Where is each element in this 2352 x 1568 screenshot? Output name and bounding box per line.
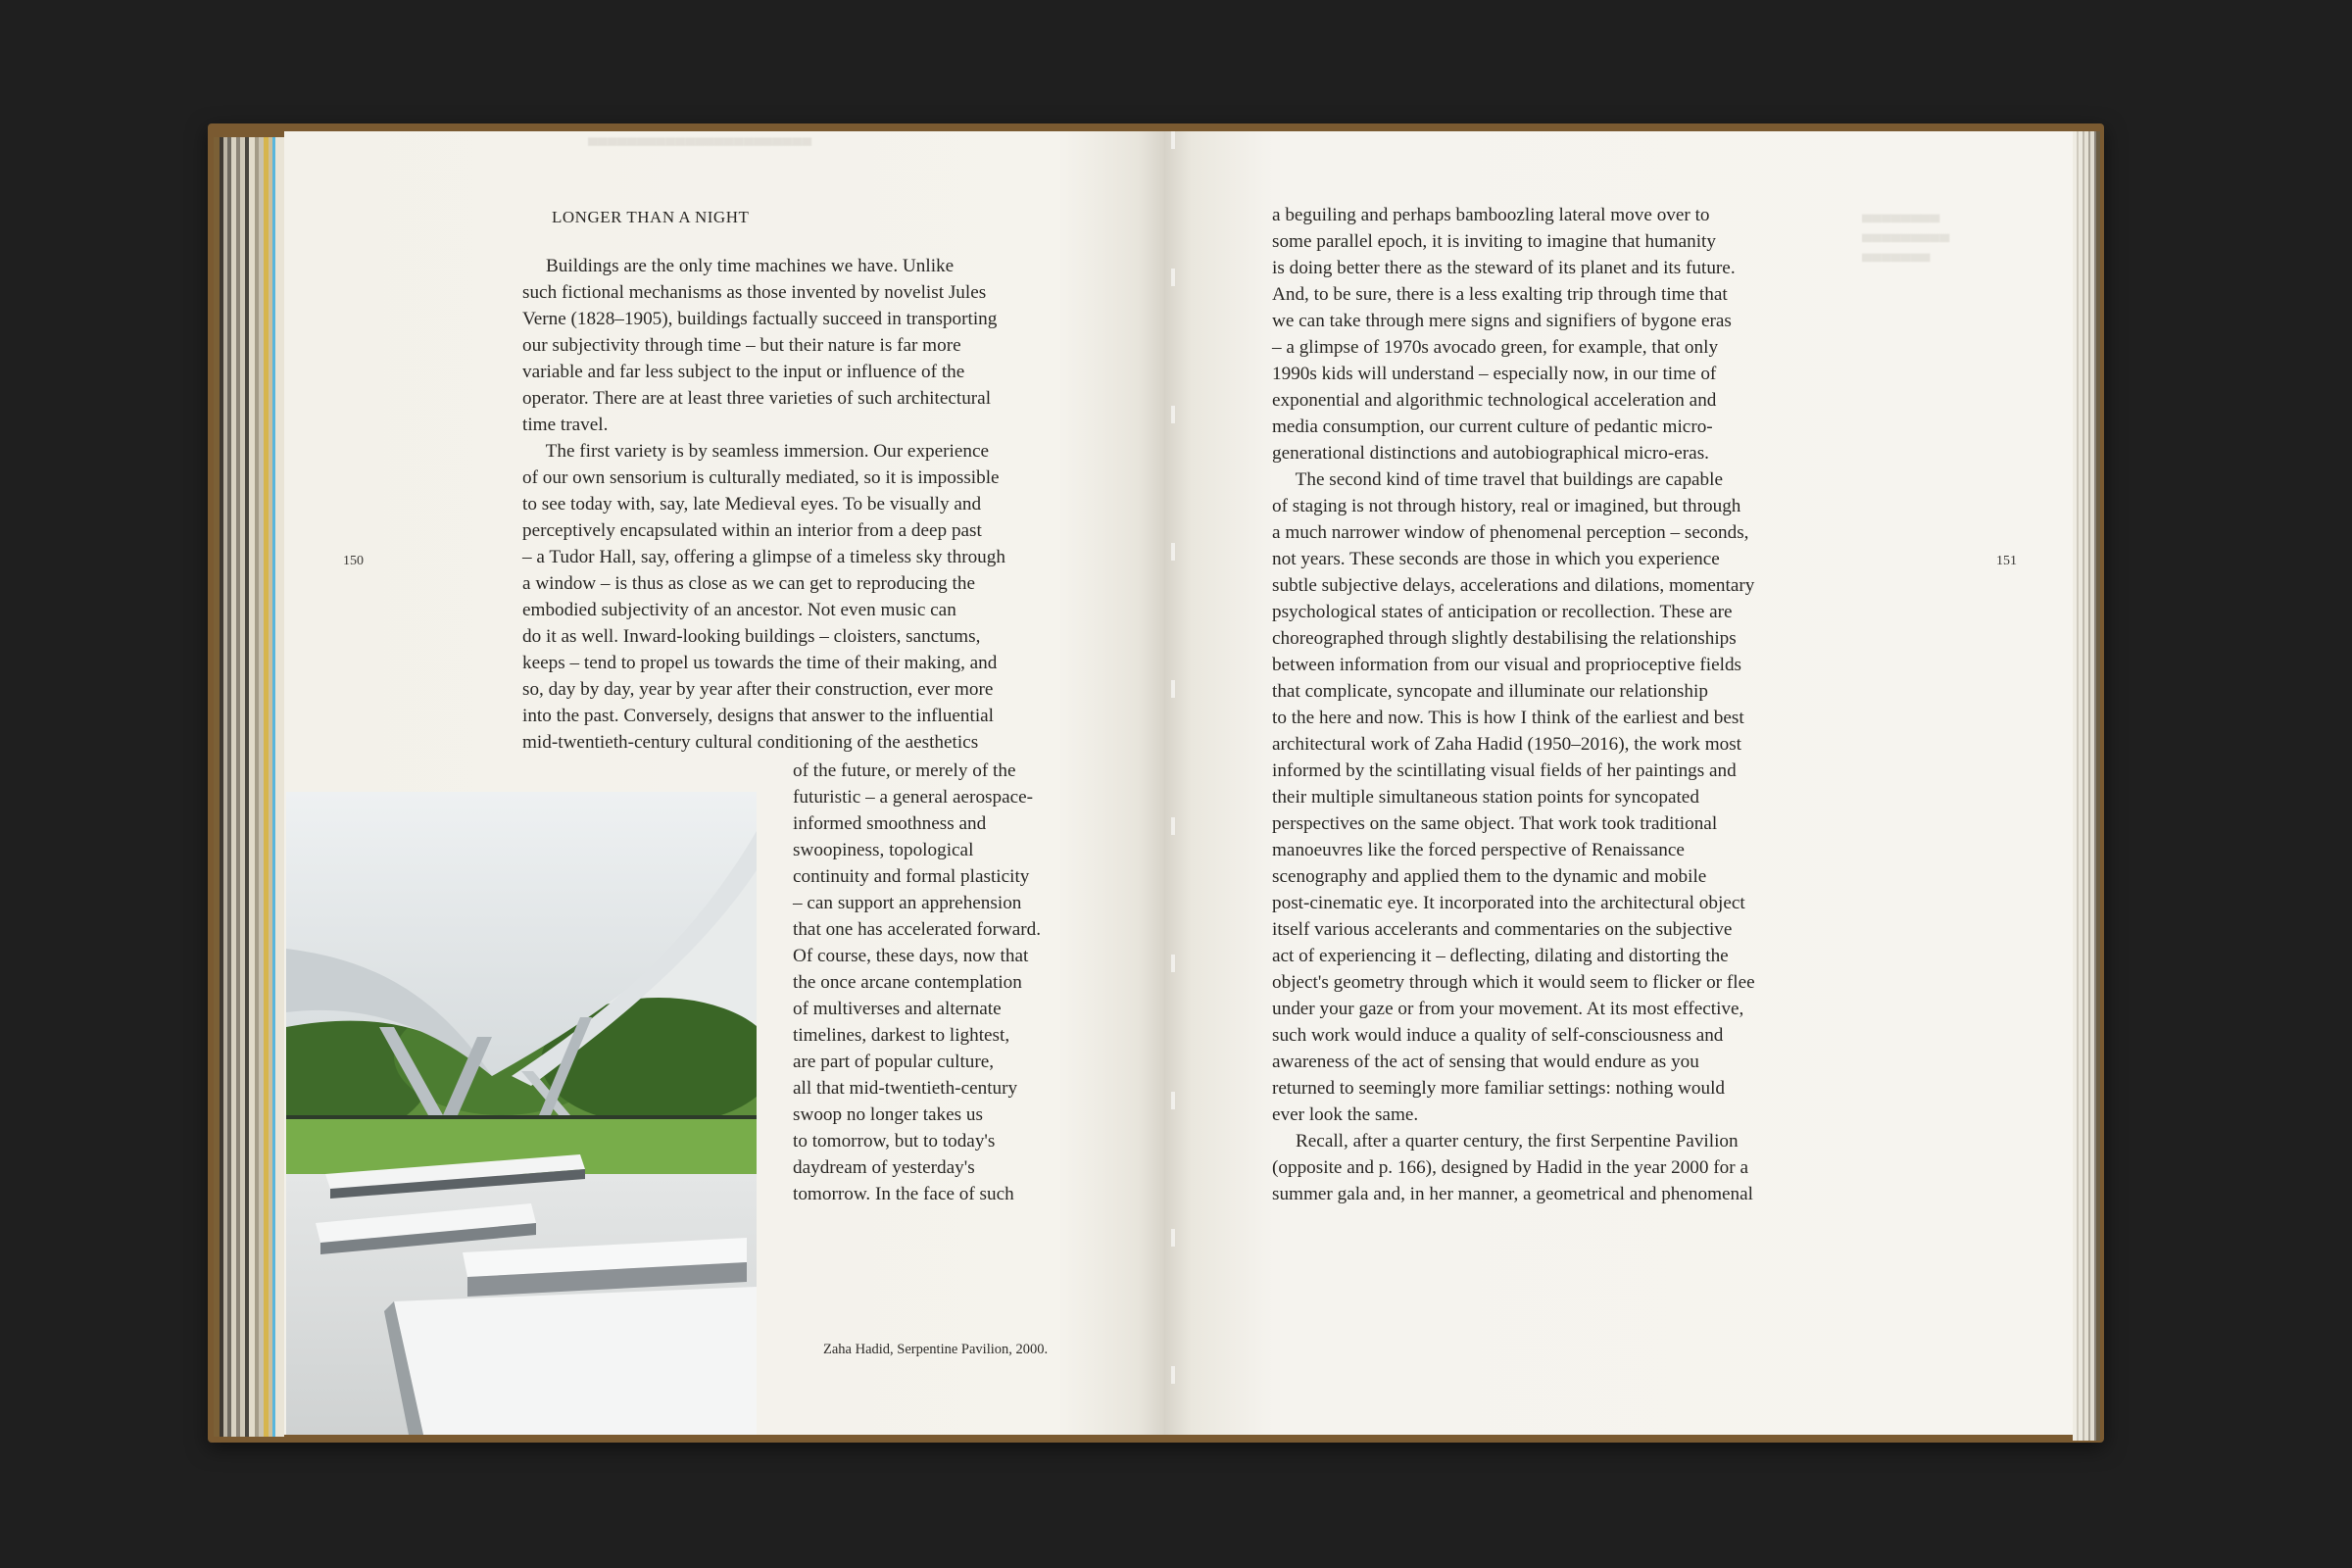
- page-edges-right: [2073, 131, 2100, 1441]
- text-line: we can take through mere signs and signifiers of bygone eras: [1272, 311, 1732, 331]
- text-line: Buildings are the only time machines we have. Unlike: [522, 256, 955, 276]
- text-line: is doing better there as the steward of its planet and its future.: [1272, 258, 1736, 278]
- text-line: between information from our visual and proprioceptive fields: [1272, 655, 1742, 675]
- text-line: so, day by day, year by year after their construction, ever more: [522, 679, 994, 700]
- text-line: – a glimpse of 1970s avocado green, for example, that only: [1272, 337, 1719, 358]
- text-line: into the past. Conversely, designs that answer to the influential: [522, 706, 995, 726]
- text-line: to tomorrow, but to today's: [793, 1131, 996, 1152]
- text-line: And, to be sure, there is a less exalting trip through time that: [1272, 284, 1728, 305]
- text-line: our subjectivity through time – but their nature is far more: [522, 335, 961, 356]
- text-line: swoopiness, topological: [793, 840, 974, 860]
- text-line: keeps – tend to propel us towards the time of their making, and: [522, 653, 998, 673]
- text-line: itself various accelerants and commentaries on the subjective: [1272, 919, 1733, 940]
- text-line: The first variety is by seamless immersion. Our experience: [522, 441, 990, 462]
- text-line: of our own sensorium is culturally mediated, so it is impossible: [522, 467, 1000, 488]
- text-line: perceptively encapsulated within an interior from a deep past: [522, 520, 982, 541]
- text-line: subtle subjective delays, accelerations and dilations, momentary: [1272, 575, 1755, 596]
- text-line: of multiverses and alternate: [793, 999, 1002, 1019]
- text-line: – a Tudor Hall, say, offering a glimpse of a timeless sky through: [522, 547, 1005, 567]
- text-line: operator. There are at least three varieties of such architectural: [522, 388, 992, 409]
- text-line: timelines, darkest to lightest,: [793, 1025, 1010, 1046]
- text-line: are part of popular culture,: [793, 1052, 995, 1072]
- text-line: (opposite and p. 166), designed by Hadid in the year 2000 for a: [1272, 1157, 1748, 1178]
- pavilion-illustration: [286, 792, 757, 1435]
- page-edges-left: [214, 137, 284, 1437]
- left-wrap-text: [793, 758, 1041, 1207]
- page-number-left: 150: [343, 554, 364, 568]
- running-header: LONGER THAN A NIGHT: [552, 208, 750, 226]
- text-line: manoeuvres like the forced perspective of Renaissance: [1272, 840, 1685, 860]
- text-line: their multiple simultaneous station points for syncopated: [1272, 787, 1699, 808]
- text-line: choreographed through slightly destabilising the relationships: [1272, 628, 1737, 649]
- text-line: of the future, or merely of the: [793, 760, 1016, 781]
- text-line: exponential and algorithmic technological acceleration and: [1272, 390, 1717, 411]
- text-line: swoop no longer takes us: [793, 1104, 983, 1125]
- text-line: The second kind of time travel that buildings are capable: [1272, 469, 1724, 490]
- text-line: a much narrower window of phenomenal perception – seconds,: [1272, 522, 1749, 543]
- text-line: generational distinctions and autobiographical micro-eras.: [1272, 443, 1709, 464]
- text-line: media consumption, our current culture of pedantic micro-: [1272, 416, 1713, 437]
- show-through-left: ▀▀▀▀▀▀▀▀▀▀▀▀▀▀▀▀▀▀▀▀▀▀▀: [588, 139, 812, 154]
- text-line: mid-twentieth-century cultural conditioning of the aesthetics: [522, 732, 979, 753]
- text-line: the once arcane contemplation: [793, 972, 1022, 993]
- text-line: Of course, these days, now that: [793, 946, 1029, 966]
- text-line: informed smoothness and: [793, 813, 987, 834]
- text-line: daydream of yesterday's: [793, 1157, 975, 1178]
- text-line: tomorrow. In the face of such: [793, 1184, 1014, 1204]
- text-line: under your gaze or from your movement. At its most effective,: [1272, 999, 1744, 1019]
- text-line: a window – is thus as close as we can get to reproducing the: [522, 573, 975, 594]
- text-line: embodied subjectivity of an ancestor. Not even music can: [522, 600, 956, 620]
- text-line: all that mid-twentieth-century: [793, 1078, 1018, 1099]
- text-line: to see today with, say, late Medieval eyes. To be visually and: [522, 494, 982, 514]
- text-line: to the here and now. This is how I think of the earliest and best: [1272, 708, 1744, 728]
- text-line: Recall, after a quarter century, the first Serpentine Pavilion: [1272, 1131, 1739, 1152]
- serpentine-pavilion-photo: [286, 792, 757, 1435]
- right-body-text: [1272, 202, 1755, 1207]
- text-line: summer gala and, in her manner, a geometrical and phenomenal: [1272, 1184, 1753, 1204]
- text-line: time travel.: [522, 415, 609, 435]
- text-line: not years. These seconds are those in which you experience: [1272, 549, 1720, 569]
- page-number-right: 151: [1996, 554, 2017, 568]
- text-line: that one has accelerated forward.: [793, 919, 1042, 940]
- text-line: post-cinematic eye. It incorporated into the architectural object: [1272, 893, 1745, 913]
- show-through-right: ▄▄▄▄▄▄▄▄ ▄▄▄▄▄▄▄▄▄ ▄▄▄▄▄▄▄: [1862, 208, 1950, 262]
- text-line: futuristic – a general aerospace-: [793, 787, 1034, 808]
- left-body-text: [522, 253, 1005, 756]
- photo-caption: Zaha Hadid, Serpentine Pavilion, 2000.: [823, 1342, 1049, 1357]
- text-line: continuity and formal plasticity: [793, 866, 1030, 887]
- text-line: Verne (1828–1905), buildings factually succeed in transporting: [522, 309, 998, 329]
- text-line: returned to seemingly more familiar settings: nothing would: [1272, 1078, 1726, 1099]
- text-line: ever look the same.: [1272, 1104, 1419, 1125]
- text-line: object's geometry through which it would seem to flicker or flee: [1272, 972, 1755, 993]
- text-line: act of experiencing it – deflecting, dilating and distorting the: [1272, 946, 1729, 966]
- text-line: psychological states of anticipation or recollection. These are: [1272, 602, 1733, 622]
- text-line: variable and far less subject to the input or influence of the: [522, 362, 965, 382]
- text-line: informed by the scintillating visual fields of her paintings and: [1272, 760, 1737, 781]
- text-line: of staging is not through history, real or imagined, but through: [1272, 496, 1741, 516]
- text-line: perspectives on the same object. That work took traditional: [1272, 813, 1718, 834]
- text-line: do it as well. Inward-looking buildings – cloisters, sanctums,: [522, 626, 981, 647]
- text-line: some parallel epoch, it is inviting to imagine that humanity: [1272, 231, 1716, 252]
- text-line: that complicate, syncopate and illuminate our relationship: [1272, 681, 1708, 702]
- text-line: 1990s kids will understand – especially now, in our time of: [1272, 364, 1717, 384]
- binding-thread: [1171, 131, 1175, 1435]
- text-line: architectural work of Zaha Hadid (1950–2016), the work most: [1272, 734, 1742, 755]
- text-line: awareness of the act of sensing that would endure as you: [1272, 1052, 1699, 1072]
- text-line: scenography and applied them to the dynamic and mobile: [1272, 866, 1707, 887]
- text-line: such work would induce a quality of self-consciousness and: [1272, 1025, 1724, 1046]
- text-line: such fictional mechanisms as those invented by novelist Jules: [522, 282, 987, 303]
- text-line: a beguiling and perhaps bamboozling lateral move over to: [1272, 205, 1710, 225]
- text-line: – can support an apprehension: [793, 893, 1022, 913]
